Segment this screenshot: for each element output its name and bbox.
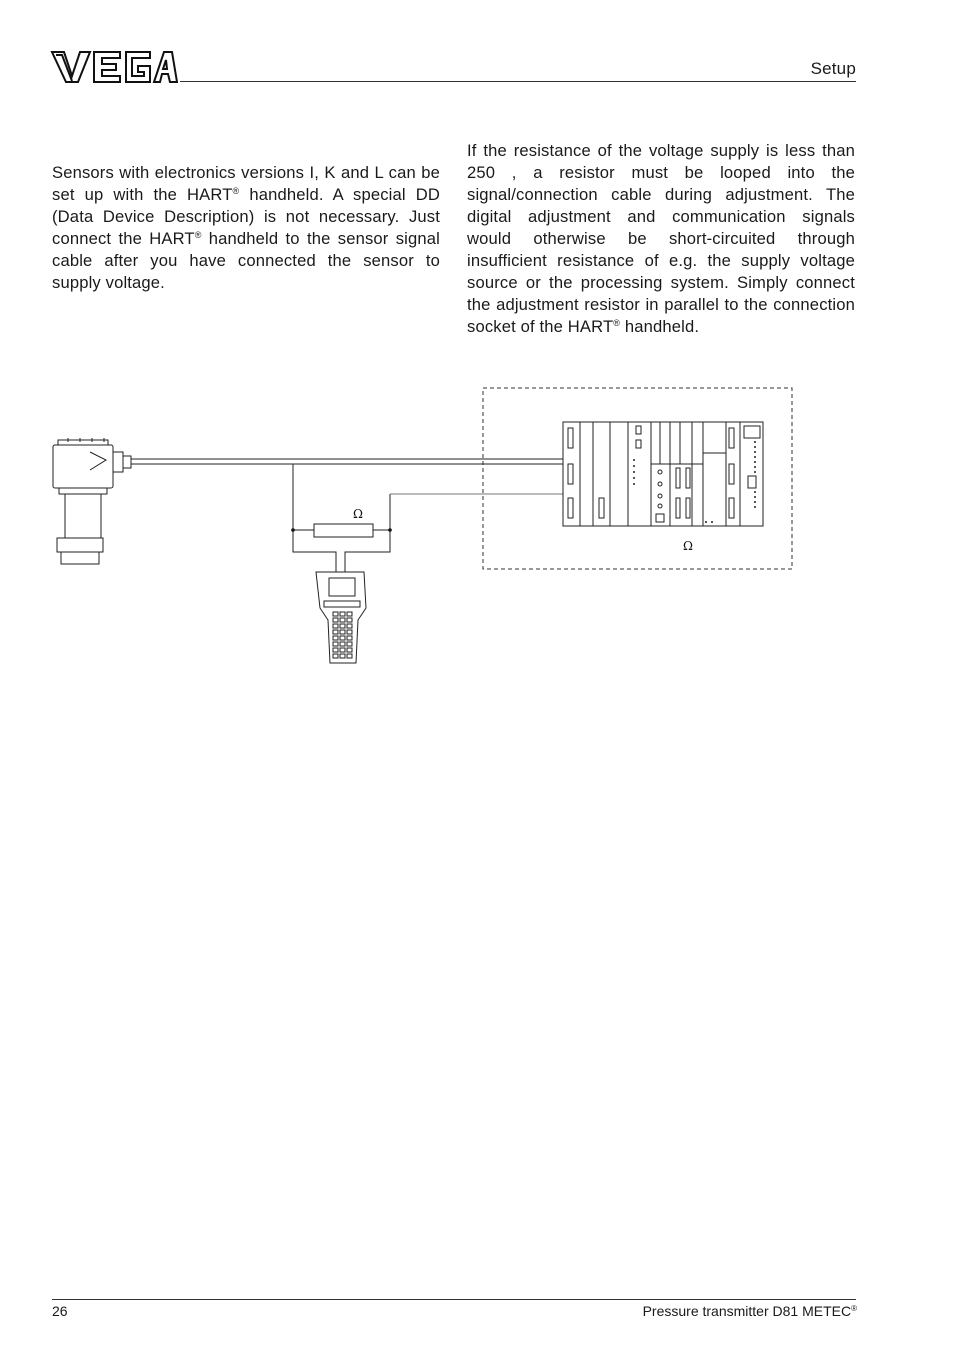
handheld-keypad [333, 612, 352, 658]
intro-text-3: handheld to the sensor signal cable after you have connected the sensor to supply voltage. [52, 229, 440, 292]
registered-mark: ® [613, 318, 621, 328]
page-number: 26 [52, 1303, 68, 1319]
adjustment-resistor [314, 524, 373, 537]
connection-diagram [40, 380, 810, 680]
registered-mark: ® [851, 1304, 857, 1313]
processing-system-boundary [483, 388, 792, 569]
footer-rule [52, 1299, 856, 1300]
resistor-symbol: Ω [353, 507, 363, 521]
handheld-cable [293, 550, 390, 572]
processing-rack [563, 422, 763, 526]
vega-logo [50, 48, 178, 86]
intro-text-2: handheld. A special DD (Data Device Description) is not necessary. Just connect the HART [52, 185, 440, 248]
resistor-text-1: If the resistance of the voltage supply is less than 250 [467, 141, 855, 182]
document-title [643, 1303, 857, 1319]
resistor-paragraph [467, 140, 855, 338]
intro-paragraph [52, 162, 440, 294]
registered-mark: ® [194, 230, 202, 240]
header-rule [180, 81, 856, 82]
hart-handheld [316, 572, 366, 663]
resistor-text-3: handheld. [620, 317, 700, 336]
resistor-text-2: , a resistor must be looped into the signal/connection cable during adjustment. The digital adjustment and communication signals would otherwise be short-circuited through insufficient resistance of e.g. the supply voltage source or the processing system. Simply connect the adjustment resistor in parallel to the connection socket of the HART [467, 163, 855, 336]
junction-dot [291, 528, 295, 532]
pressure-transmitter [53, 438, 131, 564]
junction-dot [388, 528, 392, 532]
document-title-text: Pressure transmitter D81 METEC [642, 1303, 852, 1319]
registered-mark: ® [232, 186, 240, 196]
section-title: Setup [810, 59, 856, 78]
supply-resistance-symbol: Ω [683, 539, 693, 553]
intro-text-1: Sensors with electronics versions I, K and L can be set up with the HART [52, 163, 440, 204]
